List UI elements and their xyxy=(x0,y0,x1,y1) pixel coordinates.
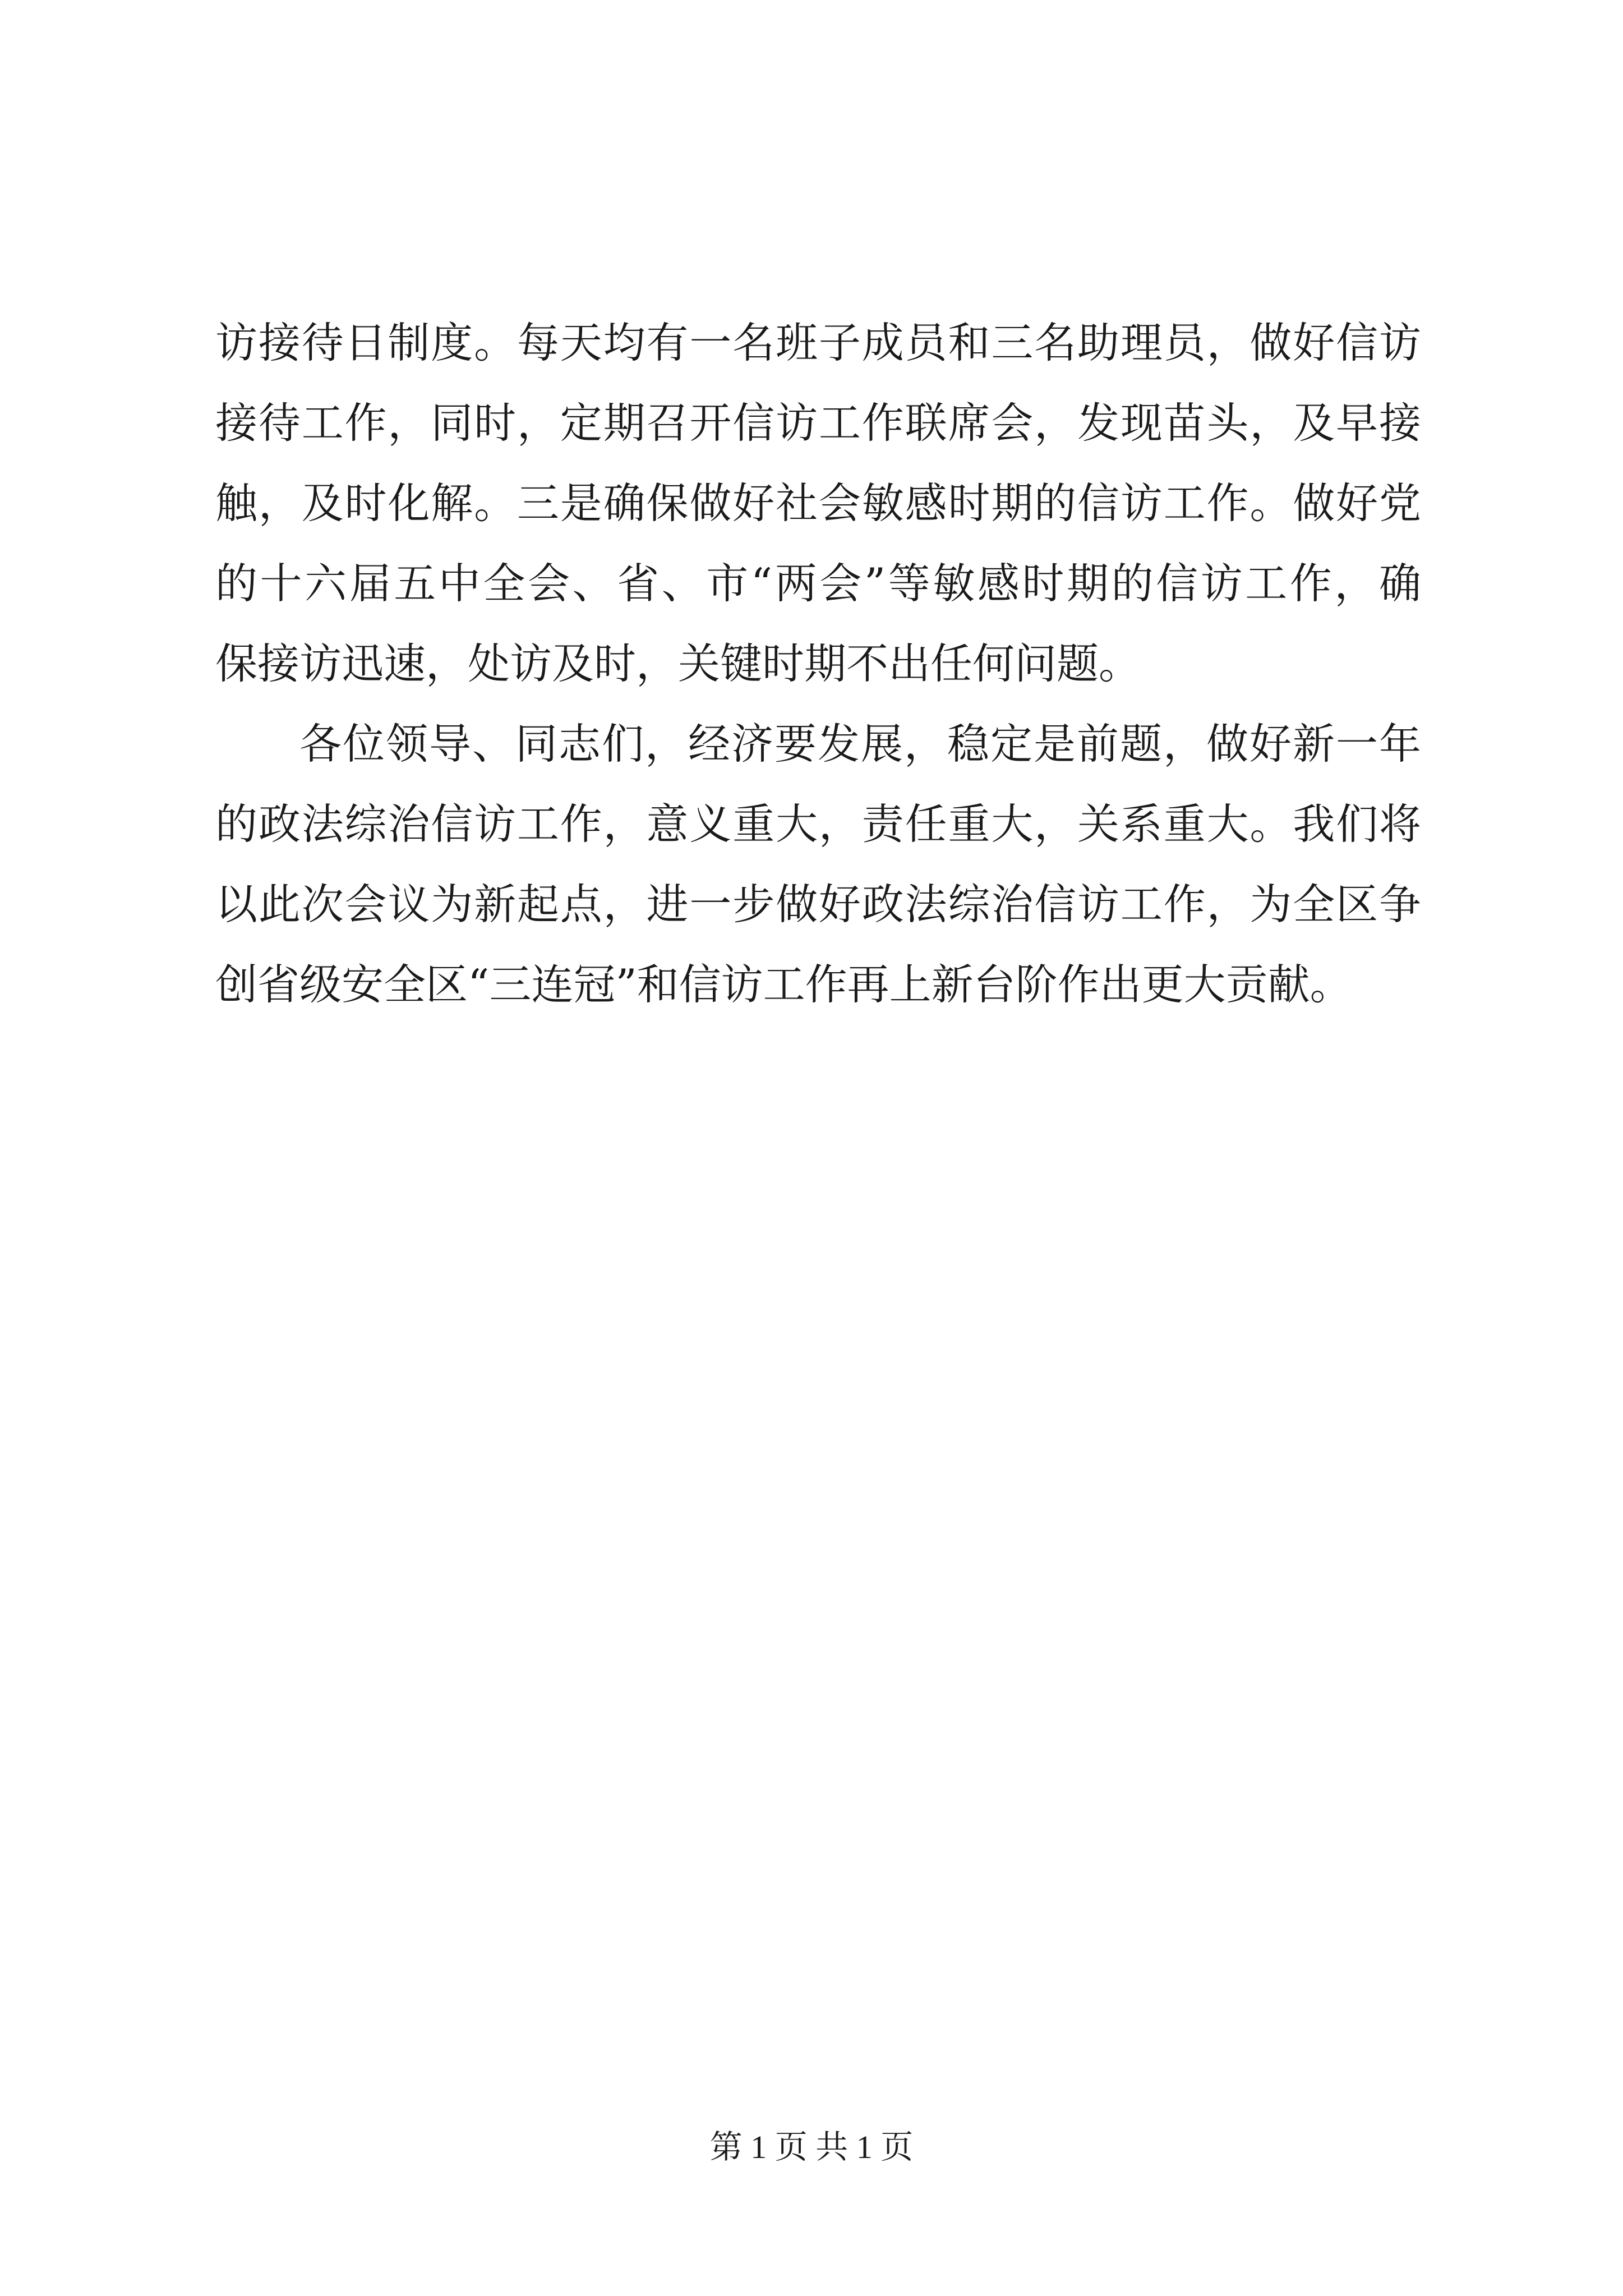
text-line: 接待工作，同时，定期召开信访工作联席会，发现苗头，及早接 xyxy=(215,398,1421,448)
text-line: 访接待日制度。每天均有一名班子成员和三名助理员，做好信访 xyxy=(215,318,1421,367)
text-line: 各位领导、同志们，经济要发展，稳定是前题，做好新一年 xyxy=(299,719,1421,769)
text-line: 保接访迅速，处访及时，关键时期不出任何问题。 xyxy=(215,639,1141,688)
text-line: 以此次会议为新起点，进一步做好政法综治信访工作，为全区争 xyxy=(215,880,1421,929)
text-line: 的政法综治信访工作，意义重大，责任重大，关系重大。我们将 xyxy=(215,799,1421,849)
text-line: 的十六届五中全会、省、市“两会”等敏感时期的信访工作，确 xyxy=(215,559,1421,608)
paragraph-1 xyxy=(215,303,1421,704)
page-number-footer: 第 1 页 共 1 页 xyxy=(709,2129,914,2165)
text-line: 触，及时化解。三是确保做好社会敏感时期的信访工作。做好党 xyxy=(215,478,1421,528)
paragraph-2 xyxy=(215,704,1421,1025)
text-line: 创省级安全区“三连冠”和信访工作再上新台阶作出更大贡献。 xyxy=(215,960,1352,1009)
document-body xyxy=(215,303,1421,1025)
